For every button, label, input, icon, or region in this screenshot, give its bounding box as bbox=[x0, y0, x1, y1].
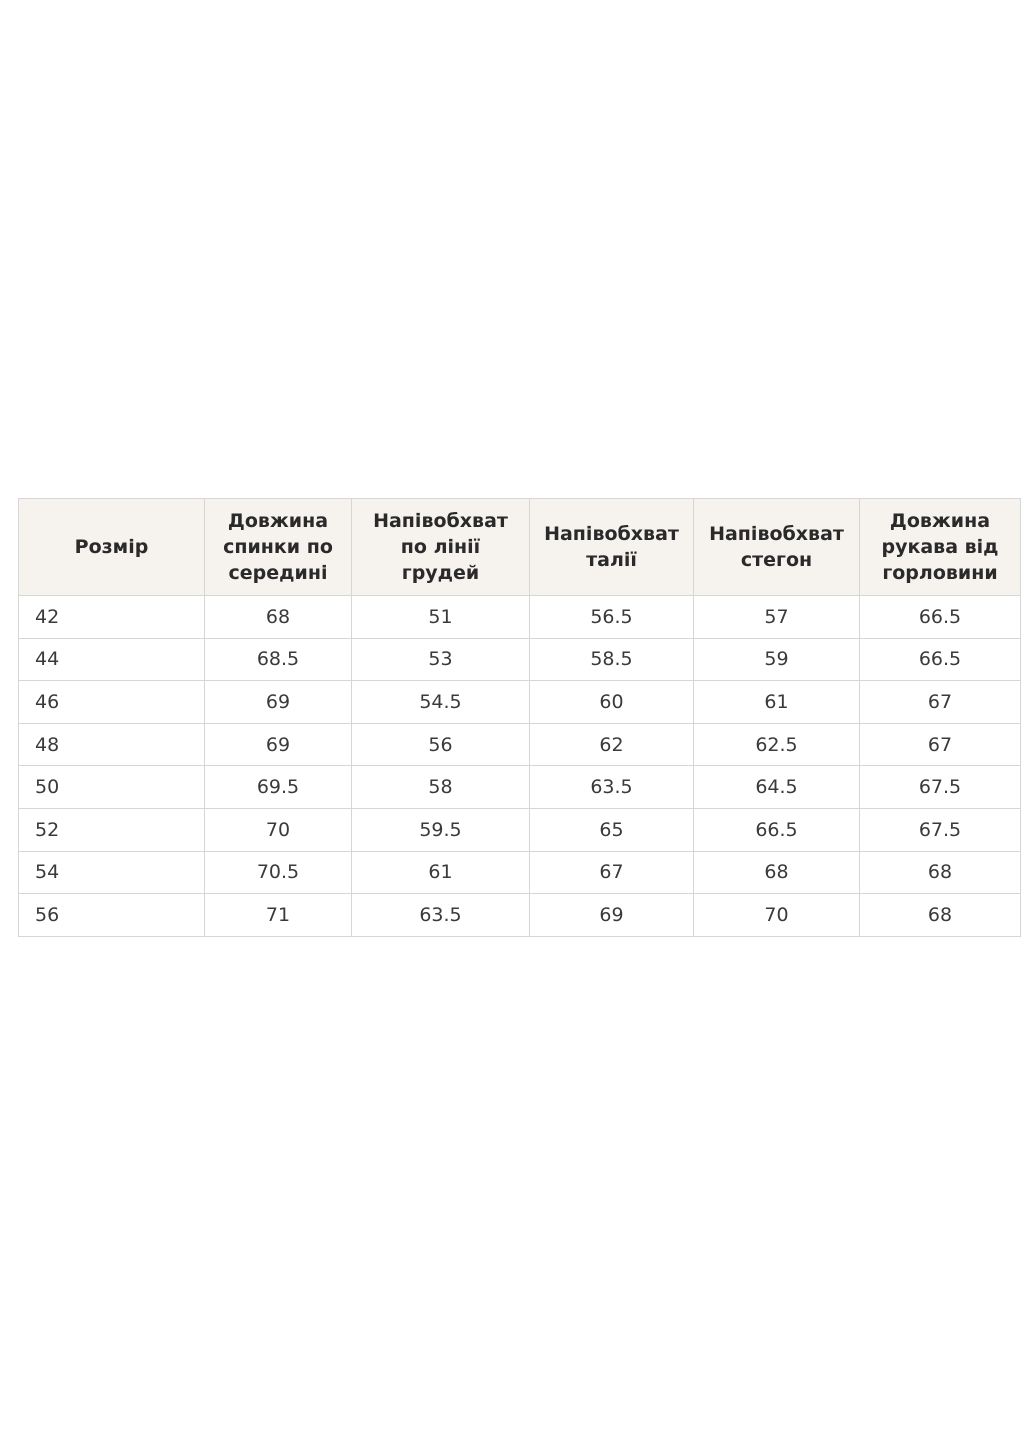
cell-waist: 69 bbox=[530, 894, 694, 937]
cell-hip: 68 bbox=[694, 851, 860, 894]
header-sleeve-line-1: Довжина bbox=[889, 510, 991, 532]
header-chest-line-2: по лінії bbox=[400, 536, 481, 558]
cell-waist: 60 bbox=[530, 681, 694, 724]
cell-sleeve: 67.5 bbox=[860, 766, 1021, 809]
cell-size: 42 bbox=[19, 596, 205, 639]
table-row bbox=[19, 681, 1021, 724]
cell-hip: 57 bbox=[694, 596, 860, 639]
cell-back-length: 69 bbox=[205, 723, 352, 766]
header-back-length-line-1: Довжина bbox=[227, 510, 329, 532]
cell-waist: 58.5 bbox=[530, 638, 694, 681]
cell-hip: 64.5 bbox=[694, 766, 860, 809]
cell-waist: 65 bbox=[530, 808, 694, 851]
cell-waist: 63.5 bbox=[530, 766, 694, 809]
header-sleeve-line-2: рукава від bbox=[881, 536, 999, 558]
header-waist-line-2: талії bbox=[586, 549, 637, 571]
header-size-label: Розмір bbox=[74, 536, 149, 558]
table-row bbox=[19, 894, 1021, 937]
header-size bbox=[19, 499, 205, 596]
cell-chest: 61 bbox=[352, 851, 530, 894]
cell-sleeve: 67 bbox=[860, 681, 1021, 724]
cell-size: 44 bbox=[19, 638, 205, 681]
cell-back-length: 68 bbox=[205, 596, 352, 639]
cell-chest: 54.5 bbox=[352, 681, 530, 724]
cell-back-length: 70.5 bbox=[205, 851, 352, 894]
cell-back-length: 68.5 bbox=[205, 638, 352, 681]
cell-hip: 61 bbox=[694, 681, 860, 724]
cell-hip: 70 bbox=[694, 894, 860, 937]
cell-size: 46 bbox=[19, 681, 205, 724]
table-row bbox=[19, 596, 1021, 639]
cell-back-length: 71 bbox=[205, 894, 352, 937]
cell-sleeve: 66.5 bbox=[860, 638, 1021, 681]
table-row bbox=[19, 808, 1021, 851]
cell-size: 50 bbox=[19, 766, 205, 809]
header-back-length bbox=[205, 499, 352, 596]
table-header-row bbox=[19, 499, 1021, 596]
cell-back-length: 69.5 bbox=[205, 766, 352, 809]
cell-sleeve: 67 bbox=[860, 723, 1021, 766]
cell-back-length: 70 bbox=[205, 808, 352, 851]
header-hip-half-girth bbox=[694, 499, 860, 596]
cell-hip: 59 bbox=[694, 638, 860, 681]
header-waist-half-girth bbox=[530, 499, 694, 596]
cell-size: 52 bbox=[19, 808, 205, 851]
cell-chest: 53 bbox=[352, 638, 530, 681]
header-chest-line-3: грудей bbox=[401, 562, 480, 584]
table-row bbox=[19, 723, 1021, 766]
size-chart-table bbox=[18, 498, 1021, 937]
cell-hip: 66.5 bbox=[694, 808, 860, 851]
cell-back-length: 69 bbox=[205, 681, 352, 724]
table-row bbox=[19, 638, 1021, 681]
header-back-length-line-3: середині bbox=[228, 562, 328, 584]
header-back-length-line-2: спинки по bbox=[223, 536, 333, 558]
header-sleeve-length bbox=[860, 499, 1021, 596]
cell-sleeve: 68 bbox=[860, 851, 1021, 894]
header-chest-line-1: Напівобхват bbox=[373, 510, 508, 532]
cell-waist: 67 bbox=[530, 851, 694, 894]
cell-size: 56 bbox=[19, 894, 205, 937]
cell-size: 54 bbox=[19, 851, 205, 894]
cell-chest: 63.5 bbox=[352, 894, 530, 937]
cell-chest: 51 bbox=[352, 596, 530, 639]
cell-sleeve: 67.5 bbox=[860, 808, 1021, 851]
cell-chest: 56 bbox=[352, 723, 530, 766]
table-row bbox=[19, 851, 1021, 894]
cell-size: 48 bbox=[19, 723, 205, 766]
cell-chest: 59.5 bbox=[352, 808, 530, 851]
cell-chest: 58 bbox=[352, 766, 530, 809]
cell-sleeve: 66.5 bbox=[860, 596, 1021, 639]
cell-waist: 62 bbox=[530, 723, 694, 766]
header-chest-half-girth bbox=[352, 499, 530, 596]
header-waist-line-1: Напівобхват bbox=[544, 523, 679, 545]
cell-sleeve: 68 bbox=[860, 894, 1021, 937]
cell-hip: 62.5 bbox=[694, 723, 860, 766]
header-sleeve-line-3: горловини bbox=[882, 562, 998, 584]
table-row bbox=[19, 766, 1021, 809]
header-hip-line-2: стегон bbox=[740, 549, 813, 571]
cell-waist: 56.5 bbox=[530, 596, 694, 639]
header-hip-line-1: Напівобхват bbox=[709, 523, 844, 545]
